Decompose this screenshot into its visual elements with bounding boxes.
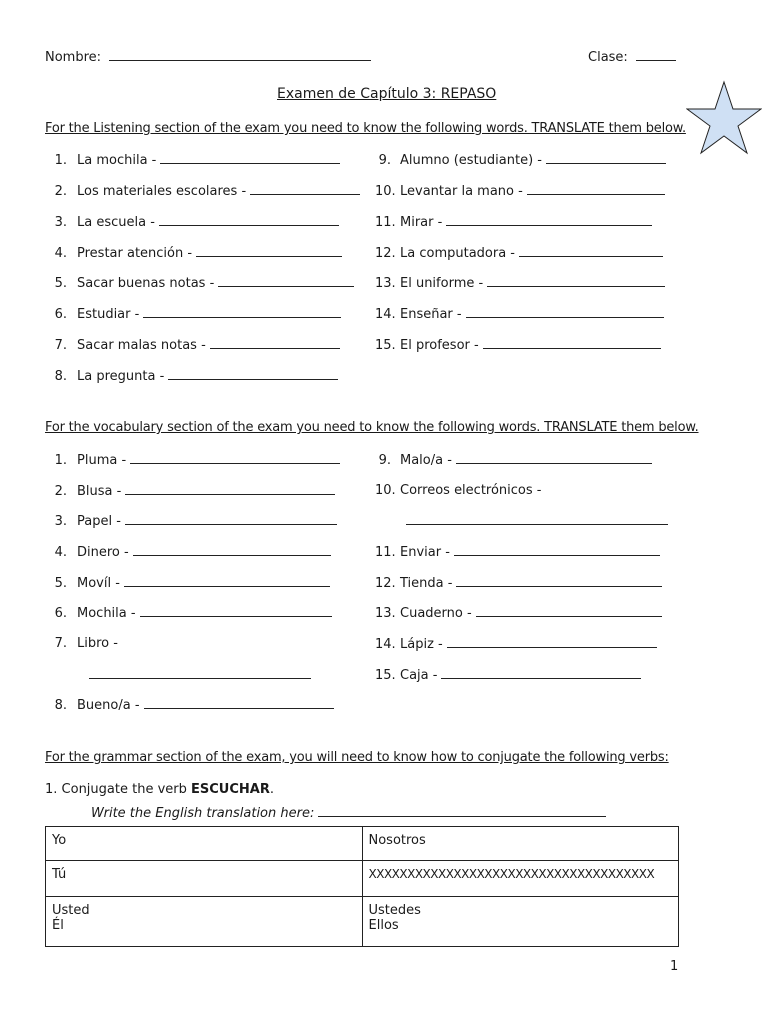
list-item[interactable]: 10. Levantar la mano -	[375, 183, 665, 199]
list-item[interactable]: 12. La computadora -	[375, 245, 663, 261]
list-item[interactable]: 14. Lápiz -	[375, 636, 657, 652]
cell-nosotros[interactable]: Nosotros	[362, 827, 679, 861]
list-item[interactable]: 2. Blusa -	[45, 483, 335, 499]
list-item[interactable]: 4. Prestar atención -	[45, 245, 342, 261]
list-item[interactable]: 4. Dinero -	[45, 544, 331, 560]
answer-blank[interactable]	[406, 513, 668, 529]
conjugation-table	[45, 826, 679, 947]
answer-blank[interactable]	[89, 667, 311, 683]
list-item[interactable]: 10. Correos electrónicos -	[375, 483, 542, 498]
vocab-heading: For the vocabulary section of the exam you need to know the following words. TRANSLATE them below.	[45, 420, 699, 435]
translation-prompt[interactable]: Write the English translation here:	[91, 805, 606, 821]
list-item[interactable]: 8. La pregunta -	[45, 368, 338, 384]
cell-tu[interactable]: Tú	[46, 861, 363, 897]
list-item[interactable]: 9. Malo/a -	[375, 452, 652, 468]
page-title: Examen de Capítulo 3: REPASO	[277, 86, 497, 102]
list-item[interactable]: 13. El uniforme -	[375, 275, 665, 291]
list-item[interactable]: 6. Estudiar -	[45, 306, 341, 322]
class-field[interactable]	[588, 49, 676, 65]
list-item[interactable]: 9. Alumno (estudiante) -	[375, 152, 666, 168]
list-item[interactable]: 3. La escuela -	[45, 214, 339, 230]
question-1: 1. Conjugate the verb ESCUCHAR.	[45, 782, 274, 797]
list-item[interactable]: 5. Sacar buenas notas -	[45, 275, 354, 291]
cell-vosotros-crossed: XXXXXXXXXXXXXXXXXXXXXXXXXXXXXXXXXXXXX	[362, 861, 679, 897]
list-item[interactable]: 1. La mochila -	[45, 152, 340, 168]
list-item[interactable]: 13. Cuaderno -	[375, 605, 662, 621]
list-item[interactable]: 3. Papel -	[45, 513, 337, 529]
list-item[interactable]: 8. Bueno/a -	[45, 697, 334, 713]
listening-heading: For the Listening section of the exam you need to know the following words. TRANSLATE them below.	[45, 121, 686, 136]
list-item[interactable]: 2. Los materiales escolares -	[45, 183, 360, 199]
list-item[interactable]: 15. El profesor -	[375, 337, 661, 353]
list-item[interactable]: 11. Enviar -	[375, 544, 660, 560]
list-item[interactable]: 14. Enseñar -	[375, 306, 664, 322]
cell-yo[interactable]: Yo	[46, 827, 363, 861]
name-blank[interactable]	[109, 49, 371, 61]
list-item[interactable]: 1. Pluma -	[45, 452, 340, 468]
class-label: Clase:	[588, 50, 628, 65]
list-item[interactable]: 7. Libro -	[54, 636, 118, 651]
list-item[interactable]: 6. Mochila -	[45, 605, 332, 621]
grammar-heading: For the grammar section of the exam, you will need to know how to conjugate the following verbs:	[45, 750, 669, 765]
name-label: Nombre:	[45, 50, 102, 65]
star-icon	[686, 80, 762, 156]
list-item[interactable]: 15. Caja -	[375, 667, 641, 683]
class-blank[interactable]	[636, 49, 676, 61]
page-number: 1	[670, 959, 679, 974]
verb-escuchar: ESCUCHAR	[191, 782, 270, 797]
name-field[interactable]	[45, 49, 371, 65]
list-item[interactable]: 5. Movíl -	[45, 575, 330, 591]
cell-ustedes-ellos[interactable]: Ustedes Ellos	[362, 897, 679, 947]
list-item[interactable]: 12. Tienda -	[375, 575, 662, 591]
list-item[interactable]: 11. Mirar -	[375, 214, 652, 230]
cell-usted-el[interactable]: Usted Él	[46, 897, 363, 947]
list-item[interactable]: 7. Sacar malas notas -	[45, 337, 340, 353]
